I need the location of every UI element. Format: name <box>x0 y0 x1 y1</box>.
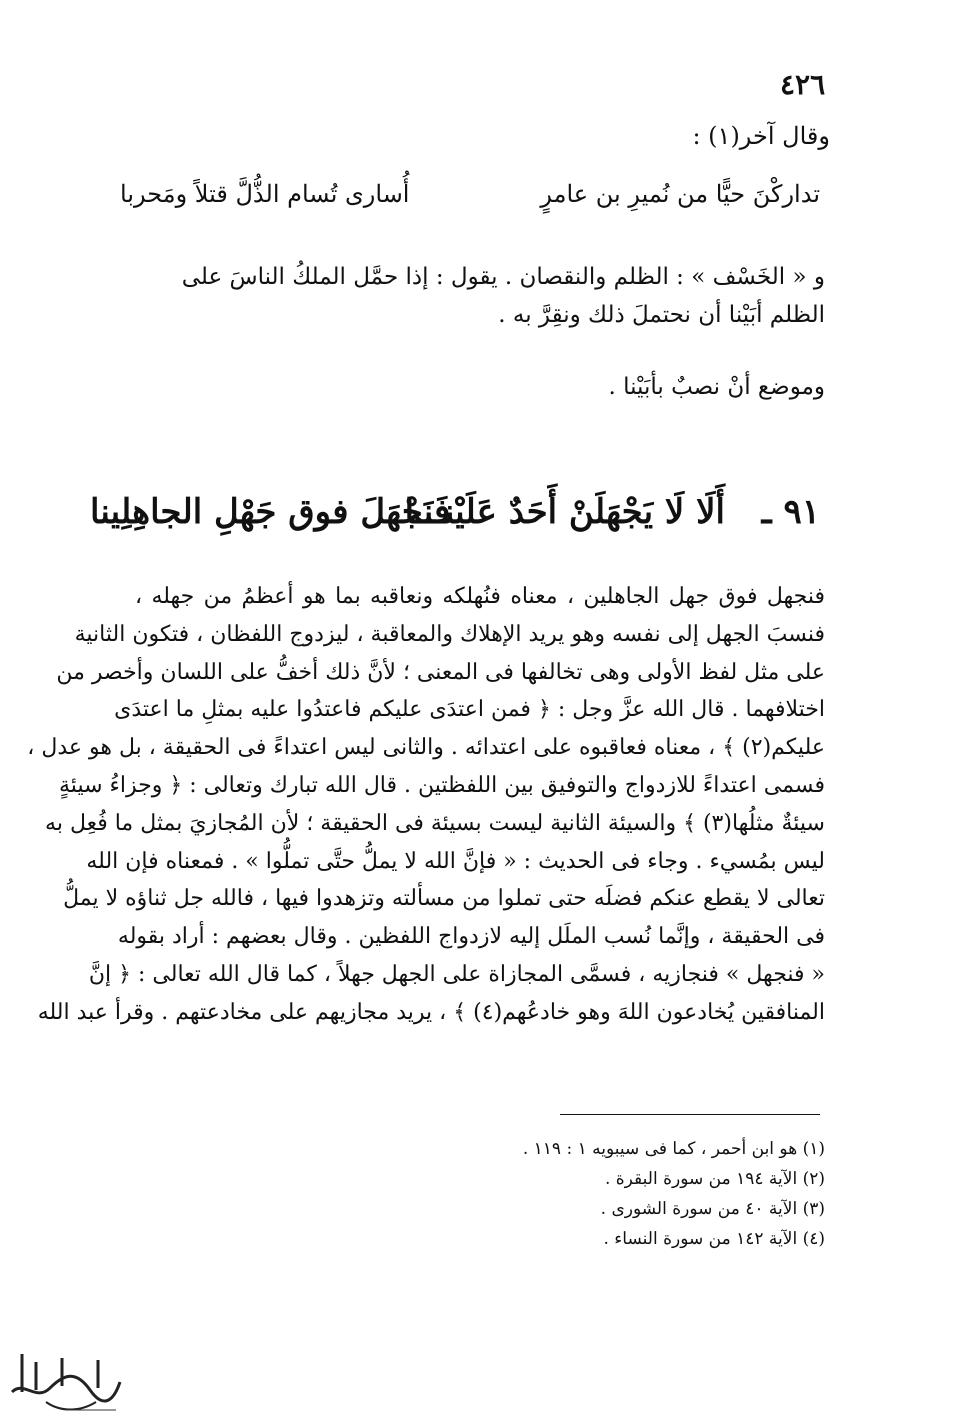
library-stamp-logo <box>6 1340 126 1420</box>
body-line: فى الحقيقة ، وإنَّما نُسب الملَل إليه لازدواج اللفظين . وقال بعضهم : أراد بقوله <box>117 924 825 950</box>
commentary-paragraph: و « الخَسْف » : الظلم والنقصان . يقول : إذا حمَّل الملكُ الناسَ على الظلم أبَيْنا أن نحتملَ ذلك ونقِرَّ به . <box>181 264 825 328</box>
verse-first-hemistich: تداركْنَ حيًّا من نُميرِ بن عامرٍ <box>540 180 820 208</box>
verse-intro: وقال آخر(١) : <box>692 122 830 150</box>
body-line: فنجهل فوق جهل الجاهلين ، معناه فنُهلكه ونعاقبه بما هو أعظمُ من جهله ، <box>135 584 825 609</box>
verse-heading-number: ٩١ ـ <box>761 492 820 532</box>
body-line: تعالى لا يقطع عنكم فضلَه حتى تملوا من مسألته وتزهدوا فيها ، فالله جل ثناؤه لا يملُّ <box>63 886 825 912</box>
body-text <box>27 578 825 1032</box>
footnote: (٣) الآية ٤٠ من سورة الشورى . <box>600 1199 825 1219</box>
body-line: على مثل لفظ الأولى وهى تخالفها فى المعنى ؛ لأنَّ ذلك أخفُّ على اللسان وأخصر من <box>56 659 825 685</box>
footnote: (١) هو ابن أحمر ، كما فى سيبويه ١ : ١١٩ . <box>522 1139 825 1159</box>
body-line: فسمى اعتداءً للازدواج والتوفيق بين اللفظتين . قال الله تبارك وتعالى : ﴿ وجزاءُ سيئةٍ <box>59 772 825 798</box>
verse-second-hemistich: أُسارى تُسام الذُّلَّ قتلاً ومَحربا <box>120 180 410 208</box>
commentary-paragraph: وموضع أنْ نصبٌ بأبَيْنا . <box>608 374 825 400</box>
footnote: (٤) الآية ١٤٢ من سورة النساء . <box>603 1229 825 1249</box>
footnotes <box>325 1134 825 1254</box>
page-number: ٤٢٦ <box>780 68 826 101</box>
footnote: (٢) الآية ١٩٤ من سورة البقرة . <box>604 1169 825 1189</box>
body-line: اختلافهما . قال الله عزَّ وجل : ﴿ فمن اعتدَى عليكم فاعتدُوا عليه بمثلِ ما اعتدَى <box>114 697 825 723</box>
verse-heading <box>90 492 820 548</box>
footnote-divider <box>560 1114 820 1115</box>
body-line: « فنجهل » فنجازيه ، فسمَّى المجازاة على الجهل جهلاً ، كما قال الله تعالى : ﴿ إنَّ <box>88 961 825 987</box>
body-line: فنسبَ الجهل إلى نفسه وهو يريد الإهلاك والمعاقبة ، ليزدوج اللفظان ، فتكون الثانية <box>74 621 825 647</box>
stamp-calligraphy-icon <box>6 1340 126 1420</box>
verse-heading-second-half: فَنَجْهَلَ فوق جَهْلِ الجاهِلِينا <box>90 492 451 532</box>
body-line: عليكم(٢) ﴾ ، معناه فعاقبوه على اعتدائه . والثانى ليس اعتداءً فى الحقيقة ، بل هو عدل ، <box>27 735 825 761</box>
body-line: ليس بمُسيء . وجاء فى الحديث : « فإنَّ الله لا يملُّ حتَّى تملُّوا » . فمعناه فإن الله <box>86 848 825 874</box>
body-line: سيئةٌ مثلُها(٣) ﴾ والسيئة الثانية ليست بسيئة فى الحقيقة ؛ لأن المُجازيَ بمثل ما فُعِل به <box>45 810 825 836</box>
verse-heading-first-half: أَلَا لَا يَجْهَلَنْ أَحَدٌ عَلَيْنـــا <box>404 492 725 532</box>
body-line: المنافقين يُخادعون اللهَ وهو خادعُهم(٤) ﴾ ، يريد مجازيهم على مخادعتهم . وقرأ عبد الله <box>37 999 825 1025</box>
